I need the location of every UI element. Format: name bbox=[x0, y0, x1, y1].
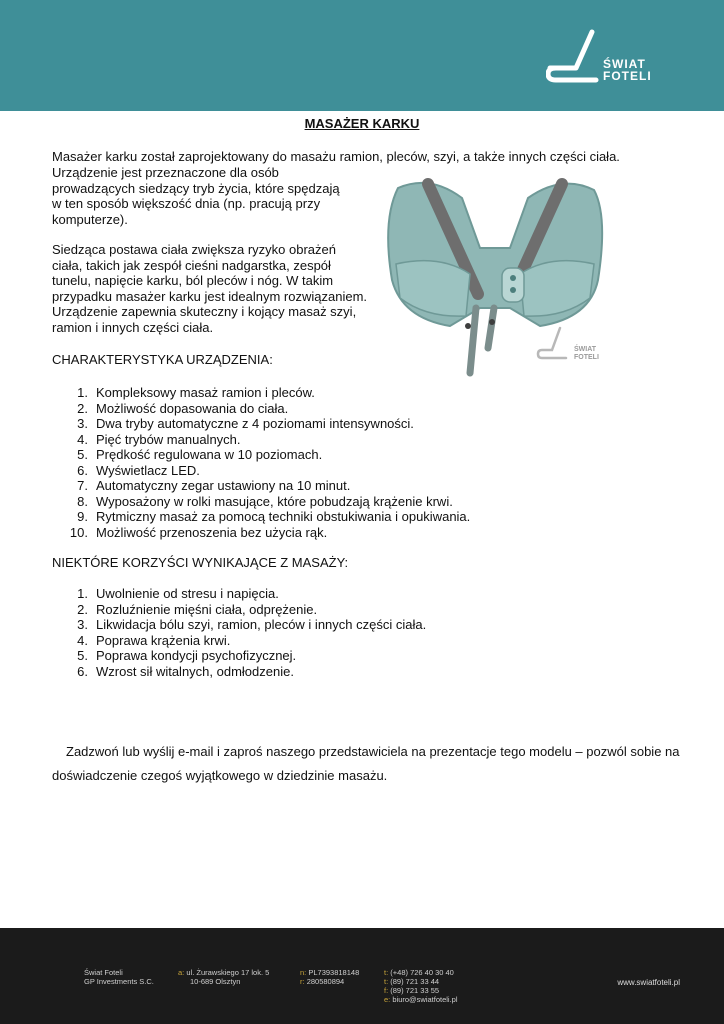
watermark-line2: FOTELI bbox=[574, 354, 599, 361]
list-item: 10. Możliwość przenoszenia bez użycia rąk. bbox=[69, 524, 328, 540]
list-item: 5. Poprawa kondycji psychofizycznej. bbox=[77, 648, 297, 663]
list-item: 9. Rytmiczny masaż za pomocą techniki obstukiwania i opukiwania. bbox=[77, 509, 471, 524]
benefits-list bbox=[52, 586, 426, 679]
list-item: 3. Likwidacja bólu szyi, ramion, pleców i innych części ciała. bbox=[77, 617, 427, 632]
header-banner bbox=[0, 0, 724, 111]
list-item: 2. Możliwość dopasowania do ciała. bbox=[77, 400, 289, 416]
footer bbox=[0, 928, 724, 1024]
intro-paragraph-2: Siedząca postawa ciała zwiększa ryzyko obrażeń ciała, takich jak zespół cieśni nadgarstka, zespół tunelu, napięcie karku, ból pleców i nóg. W takim przypadku masażer karku jest idealnym rozwiązaniem. Urządzenie zapewnia skuteczny i kojący masaż szyi, ramion i innych części ciała. bbox=[52, 242, 368, 335]
intro-first-line: Masażer karku został zaprojektowany do masażu ramion, pleców, szyi, a także innych części ciała. bbox=[52, 149, 620, 164]
closing-paragraph: Zadzwoń lub wyślij e-mail i zaproś naszego przedstawiciela na prezentacje tego modelu – pozwól sobie na doświadczenie czegoś wyjątkowego w dziedzinie masażu. bbox=[52, 744, 680, 783]
list-item: 4. Pięć trybów manualnych. bbox=[77, 431, 241, 447]
footer-registry: n: PL7393818148 r: 280580894 bbox=[300, 968, 360, 986]
footer-company: Świat Foteli GP Investments S.C. bbox=[84, 968, 154, 986]
list-item: 3. Dwa tryby automatyczne z 4 poziomami intensywności. bbox=[77, 416, 414, 431]
list-item: 8. Wyposażony w rolki masujące, które pobudzają krążenie krwi. bbox=[77, 493, 453, 509]
product-watermark bbox=[574, 346, 599, 362]
swiat-foteli-logo bbox=[546, 28, 666, 84]
list-item: 1. Kompleksowy masaż ramion i pleców. bbox=[77, 385, 315, 400]
features-heading: CHARAKTERYSTYKA URZĄDZENIA: bbox=[52, 352, 273, 367]
footer-email-link[interactable]: biuro@swiatfoteli.pl bbox=[392, 995, 458, 1004]
list-item: 5. Prędkość regulowana w 10 poziomach. bbox=[77, 447, 323, 462]
product-image bbox=[370, 168, 620, 383]
features-list bbox=[52, 385, 470, 540]
intro-paragraph-1: Urządzenie jest przeznaczone dla osób prowadzących siedzący tryb życia, które spędzają w ten sposób większość dnia (np. pracują przy komputerze). bbox=[52, 165, 340, 227]
footer-website-link[interactable]: www.swiatfoteli.pl bbox=[617, 978, 680, 987]
list-item: 4. Poprawa krążenia krwi. bbox=[77, 632, 231, 648]
list-item: 2. Rozluźnienie mięśni ciała, odprężenie. bbox=[77, 601, 318, 617]
benefits-heading: NIEKTÓRE KORZYŚCI WYNIKAJĄCE Z MASAŻY: bbox=[52, 555, 349, 570]
document-title: MASAŻER KARKU bbox=[304, 116, 420, 131]
list-item: 7. Automatyczny zegar ustawiony na 10 minut. bbox=[77, 478, 351, 493]
list-item: 6. Wzrost sił witalnych, odmłodzenie. bbox=[77, 663, 294, 679]
list-item: 1. Uwolnienie od stresu i napięcia. bbox=[77, 586, 279, 601]
watermark-line1: ŚWIAT bbox=[574, 346, 597, 353]
footer-address: a: ul. Żurawskiego 17 lok. 5 10-689 Olsztyn bbox=[178, 968, 270, 986]
logo-text-line2: FOTELI bbox=[603, 69, 652, 83]
list-item: 6. Wyświetlacz LED. bbox=[77, 462, 200, 478]
footer-contact: t: (+48) 726 40 30 40 t: (89) 721 33 44 f: (89) 721 33 55 e: biuro@swiatfoteli.pl bbox=[384, 968, 458, 1004]
logo-text-line1: ŚWIAT bbox=[603, 57, 646, 71]
